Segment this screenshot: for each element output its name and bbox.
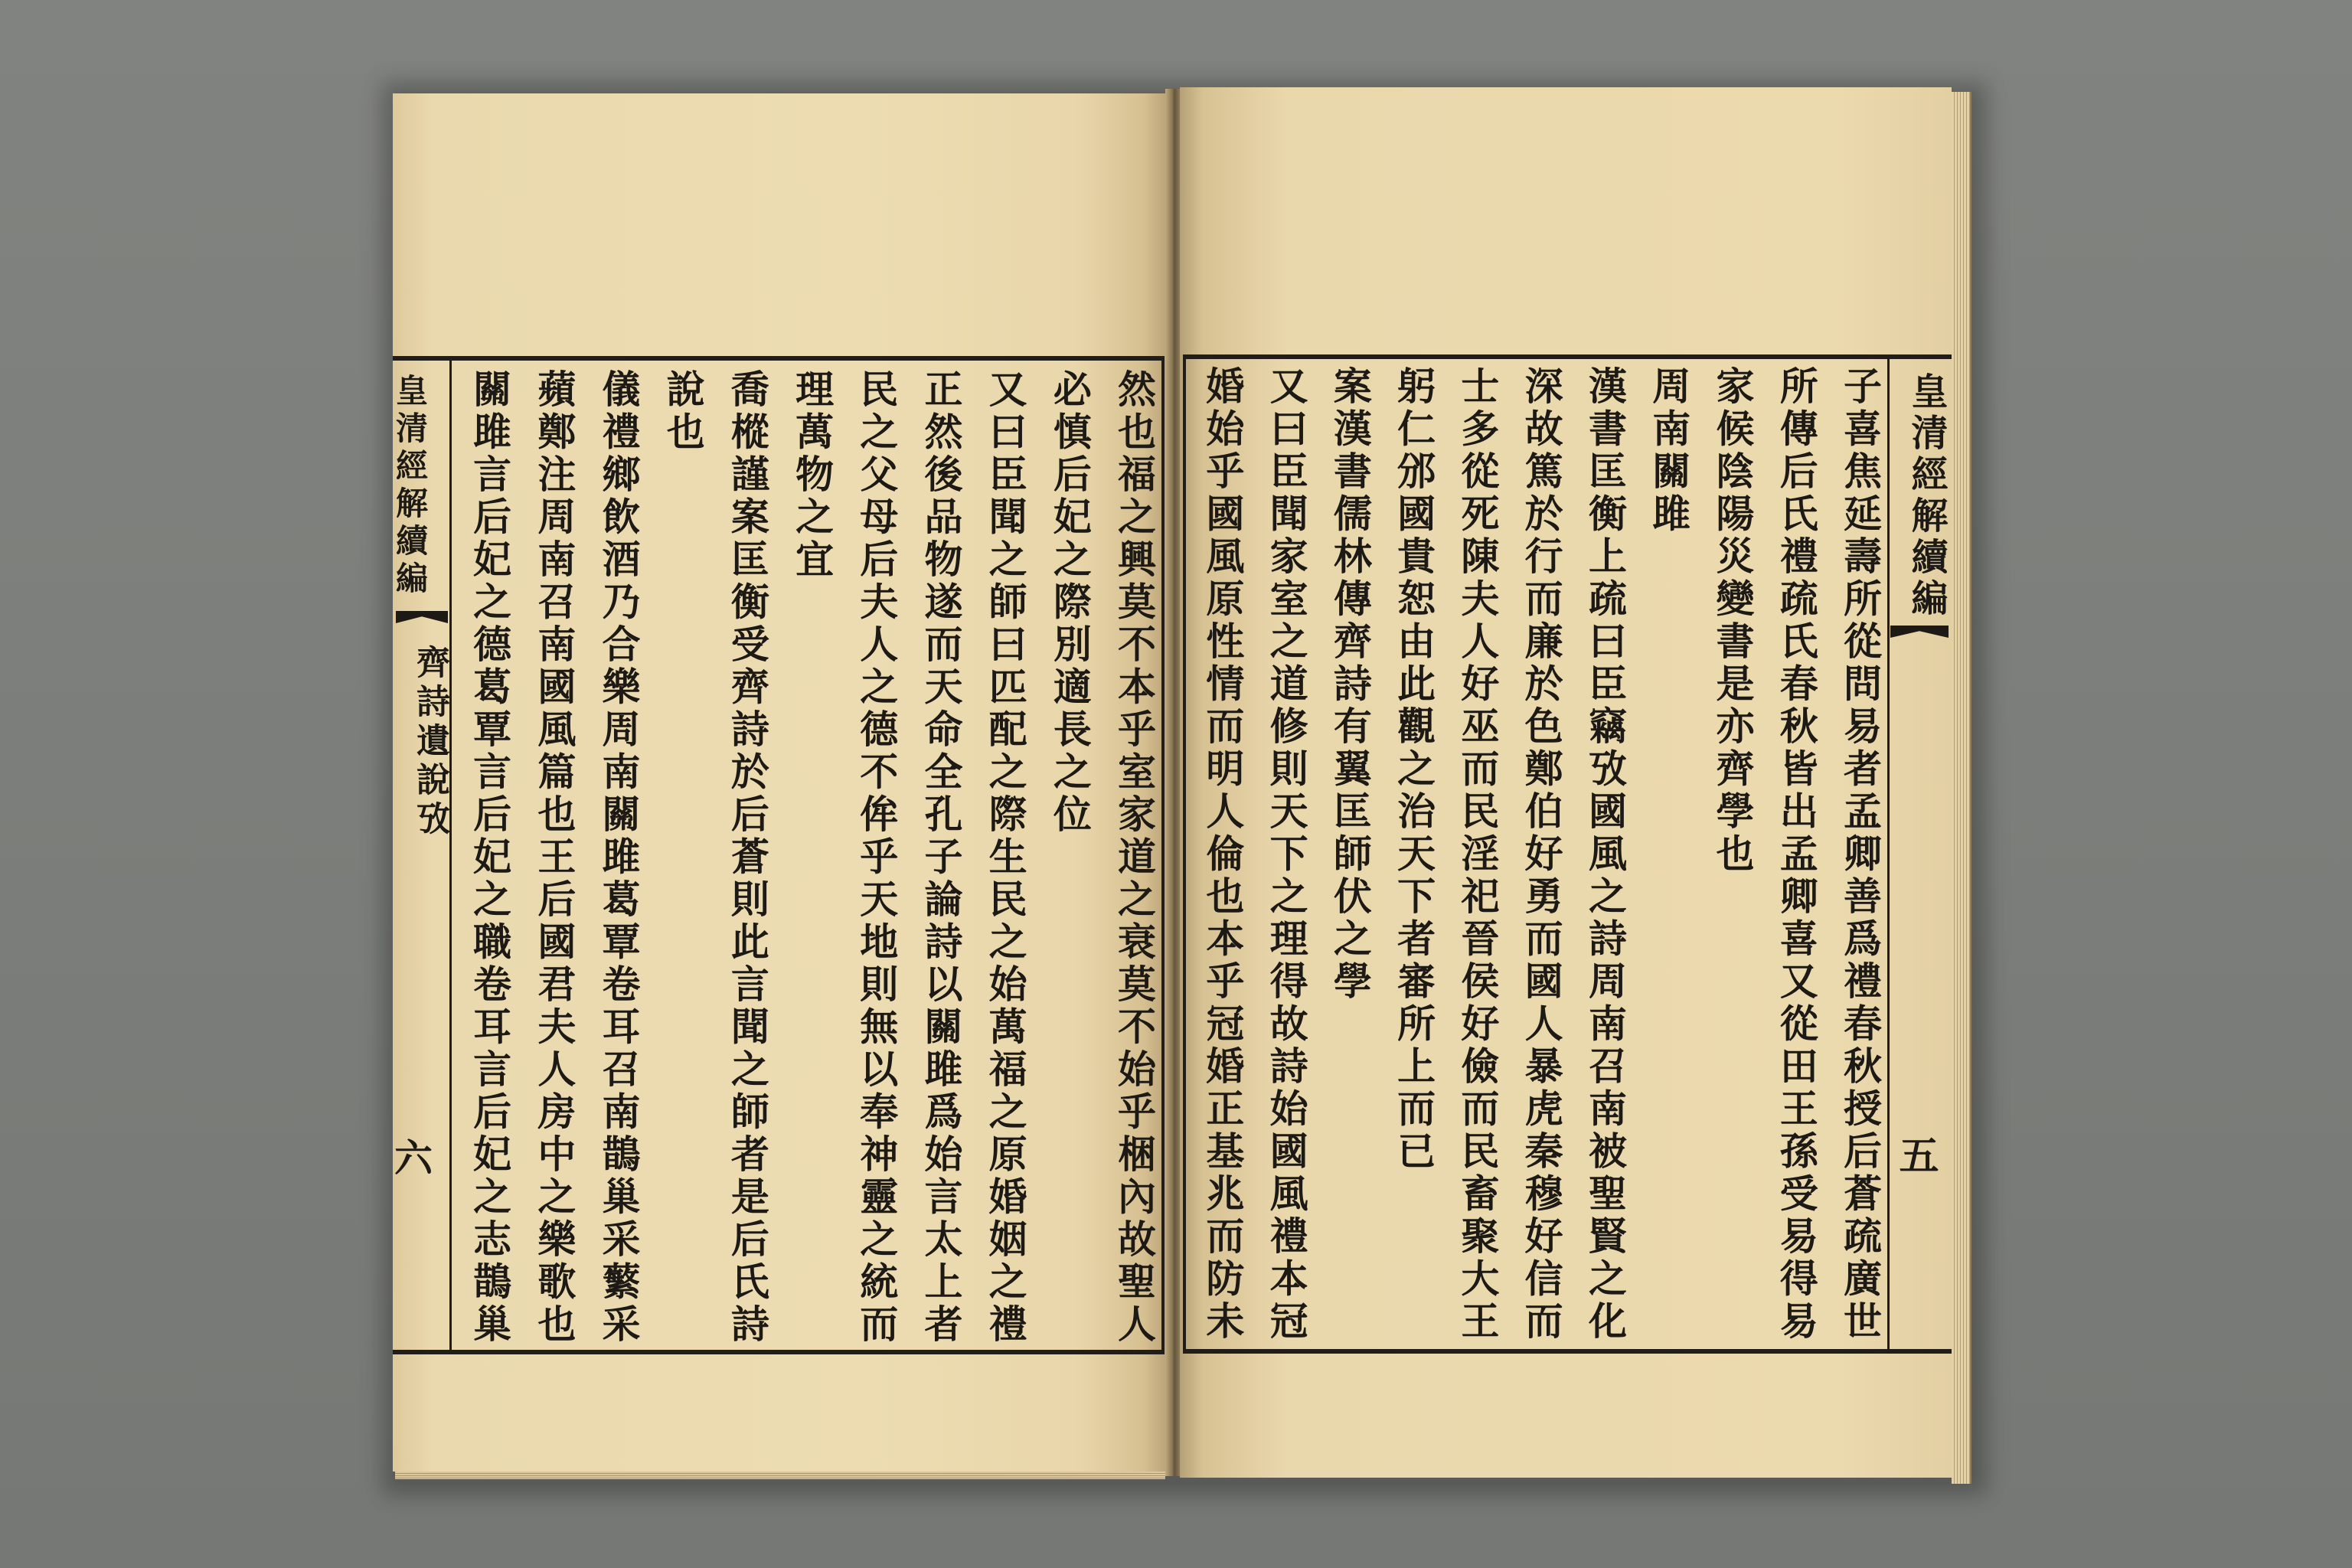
- text-column: 周南關雎: [1646, 366, 1692, 536]
- margin-book-title: 皇清經解續編: [391, 374, 429, 599]
- text-column: 然也福之興莫不本乎室家道之衰莫不始乎梱內故聖人: [1112, 369, 1157, 1347]
- margin-column-rule: [449, 356, 452, 1354]
- text-column: 深故篤於行而廉於色鄭伯好勇而國人暴虎秦穆好信而: [1518, 366, 1564, 1344]
- margin-book-title: 皇清經解續編: [1905, 372, 1948, 620]
- margin-column-rule: [1887, 354, 1890, 1354]
- text-column: 儀禮鄉飲酒乃合樂周南關雎葛覃卷耳召南鵲巢采蘩采: [596, 369, 642, 1347]
- page-stack-edge-bottom: [395, 1472, 1165, 1479]
- page-number: 五: [1892, 1135, 1939, 1174]
- text-column: 漢書匡衡上疏曰臣竊攷國風之詩周南召南被聖賢之化: [1582, 366, 1628, 1344]
- text-column: 案漢書儒林傳齊詩有翼匡師伏之學: [1327, 366, 1373, 1004]
- text-column: 蘋鄭注周南召南國風篇也王后國君夫人房中之樂歌也: [531, 369, 577, 1347]
- text-column: 民之父母后夫人之德不侔乎天地則無以奉神靈之統而: [854, 369, 900, 1347]
- text-column: 喬樅謹案匡衡受齊詩於后蒼則此言聞之師者是后氏詩: [724, 369, 770, 1347]
- frame-inner-rule: [1161, 356, 1165, 1354]
- frame-bottom-rule: [393, 1350, 1165, 1354]
- text-column: 正然後品物遂而天命全孔子論詩以關雎爲始言太上者: [918, 369, 964, 1347]
- text-column: 子喜焦延壽所從問易者孟卿善爲禮春秋授后蒼疏廣世: [1838, 366, 1883, 1344]
- page-number: 六: [388, 1138, 433, 1176]
- text-column: 婚始乎國風原性情而明人倫也本乎冠婚正基兆而防未: [1200, 366, 1246, 1344]
- text-block: [1186, 363, 1887, 1348]
- text-column: 士多從死陳夫人好巫而民淫祀晉侯好儉而民畜聚大王: [1455, 366, 1501, 1344]
- text-column: 所傳后氏禮疏氏春秋皆出孟卿喜又從田王孫受易得易: [1773, 366, 1819, 1344]
- text-column: 躬仁邠國貴恕由此觀之治天下者審所上而已: [1391, 366, 1437, 1174]
- text-column: 關雎言后妃之德葛覃言后妃之職卷耳言后妃之志鵲巢: [467, 369, 513, 1347]
- text-column: 理萬物之宜: [789, 369, 835, 582]
- text-column: 說也: [660, 369, 706, 454]
- page-stack-edge-right: [1952, 92, 1971, 1484]
- text-column: 又曰臣聞家室之道修則天下之理得故詩始國風禮本冠: [1263, 366, 1309, 1344]
- text-column: 必慎后妃之際別適長之位: [1047, 369, 1093, 837]
- right-page: [1180, 87, 1952, 1478]
- frame-top-rule: [393, 356, 1165, 361]
- fish-tail-mark: [396, 611, 448, 623]
- text-column: 又曰臣聞之師曰匹配之際生民之始萬福之原婚姻之禮: [982, 369, 1028, 1347]
- frame-bottom-rule: [1183, 1349, 1952, 1354]
- text-column: 家候陰陽災變書是亦齊學也: [1710, 366, 1756, 876]
- margin-section-title: 齊詩遺說攷: [410, 645, 449, 840]
- frame-top-rule: [1183, 354, 1952, 359]
- fish-tail-mark: [1890, 626, 1949, 638]
- text-block: [452, 366, 1161, 1348]
- left-page: [388, 93, 1168, 1472]
